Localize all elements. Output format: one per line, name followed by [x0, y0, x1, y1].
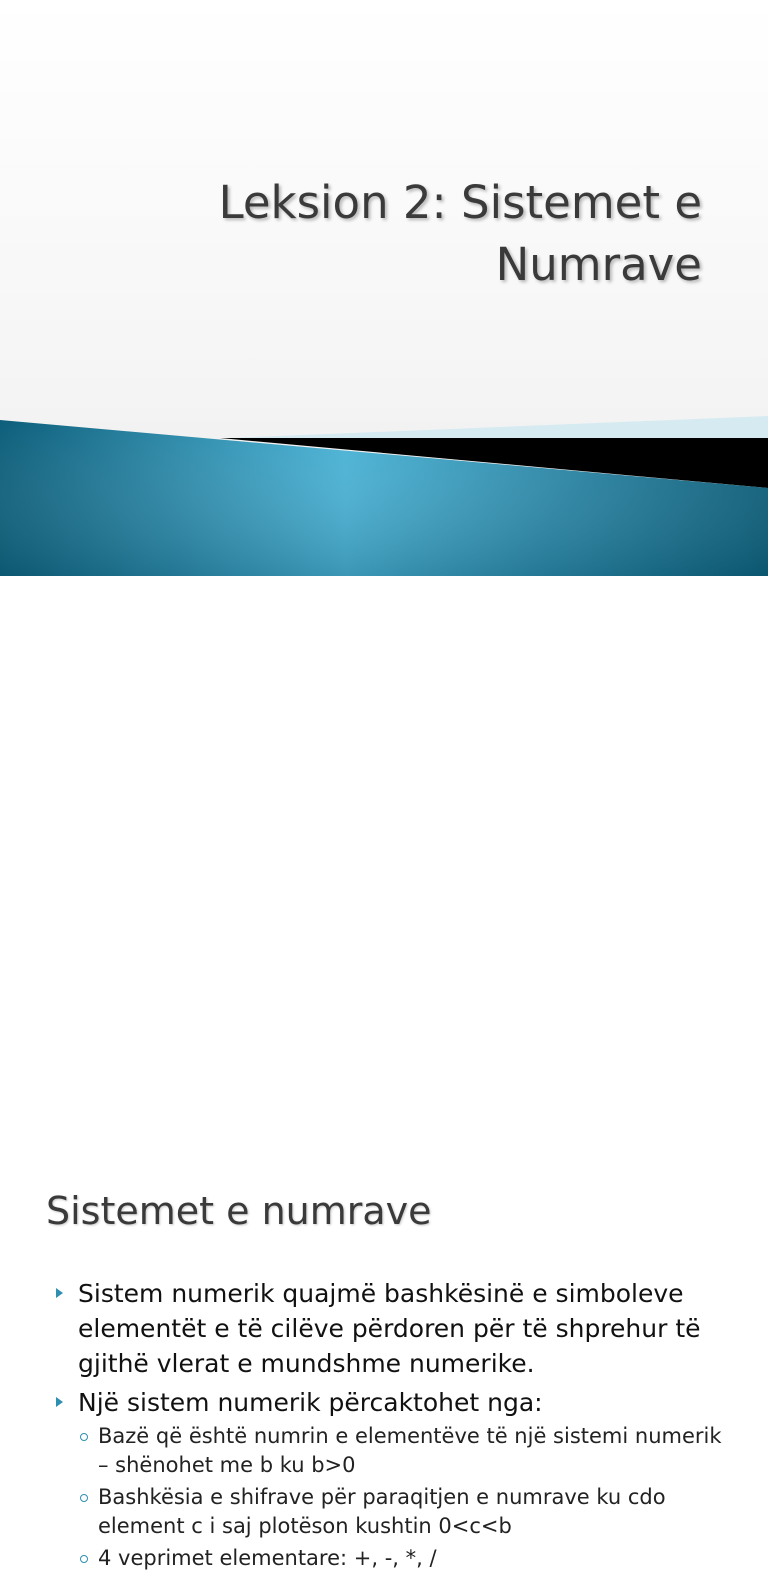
sub-bullet-item: [78, 1544, 722, 1573]
circle-bullet-icon: [80, 1555, 88, 1563]
bullet-text: Sistem numerik quajmë bashkësinë e simboleve elementët e të cilëve përdoren për të shprehur të gjithë vlerat e mundshme numerike.: [78, 1279, 701, 1378]
bullet-item: [52, 1385, 722, 1573]
decorative-swoosh-band: [0, 408, 768, 576]
sub-bullet-item: [78, 1483, 722, 1541]
pale-stripe: [230, 416, 768, 440]
bullet-text: Një sistem numerik përcaktohet nga:: [78, 1388, 543, 1417]
triangle-bullet-icon: [56, 1397, 63, 1407]
title-slide: [0, 0, 768, 576]
sub-bullet-item: [78, 1422, 722, 1480]
triangle-bullet-icon: [56, 1288, 63, 1298]
content-slide: [0, 576, 768, 1570]
sub-bullet-text: 4 veprimet elementare: +, -, *, /: [98, 1546, 437, 1570]
circle-bullet-icon: [80, 1494, 88, 1502]
sub-bullet-list: [78, 1422, 722, 1573]
slide-title-line-2: Numrave: [495, 238, 702, 291]
bullet-item: [52, 1276, 722, 1381]
content-heading: Sistemet e numrave: [46, 1189, 432, 1233]
bullet-list: [52, 1276, 722, 1577]
slide-title-line-1: Leksion 2: Sistemet e: [218, 176, 702, 229]
sub-bullet-text: Bazë që është numrin e elementëve të një sistemi numerik – shënohet me b ku b>0: [98, 1424, 722, 1477]
circle-bullet-icon: [80, 1433, 88, 1441]
slide-title: [62, 172, 702, 296]
sub-bullet-text: Bashkësia e shifrave për paraqitjen e numrave ku cdo element c i saj plotëson kushtin 0<c<b: [98, 1485, 666, 1538]
